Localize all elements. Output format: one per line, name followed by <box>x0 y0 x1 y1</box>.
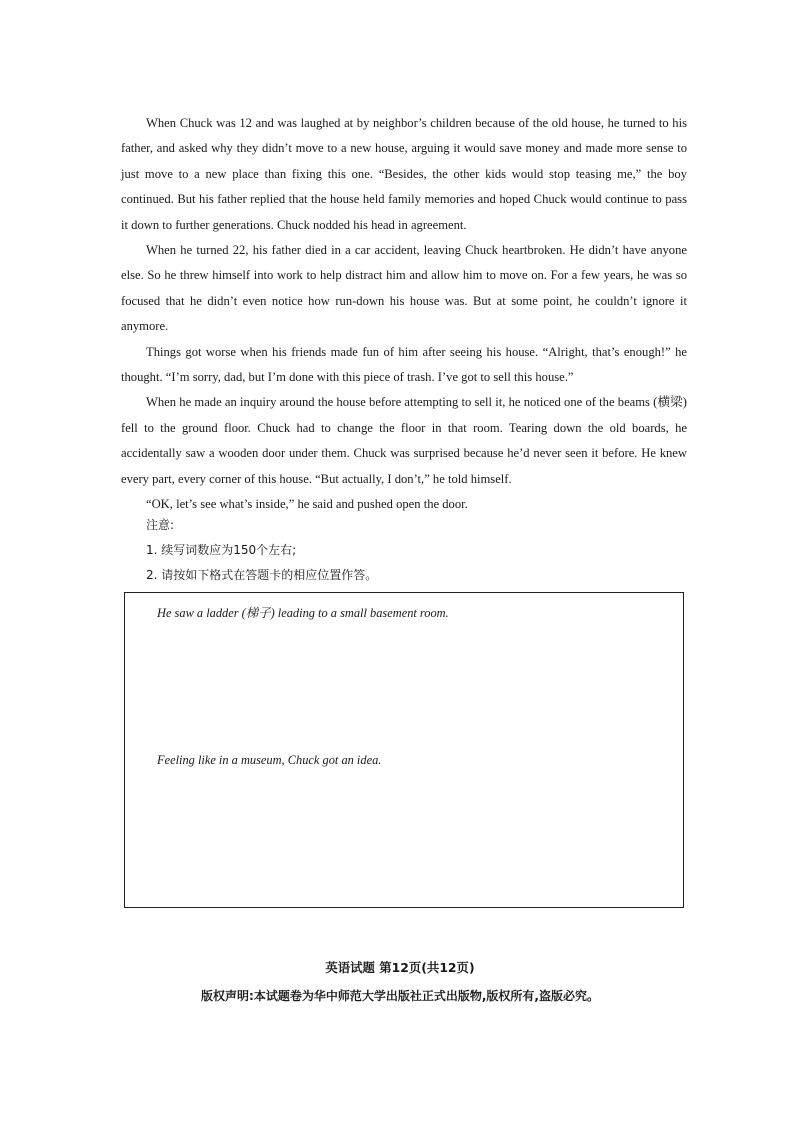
continuation-prompt-1: He saw a ladder (梯子) leading to a small basement room. <box>157 606 449 620</box>
passage-paragraph-2: When he turned 22, his father died in a car accident, leaving Chuck heartbroken. He didn’t have anyone else. So he threw himself into work to help distract him and allow him to move on. For a few years, he was so focused that he didn’t even notice how run-down his house was. But at some point, he couldn’t ignore it anymore. <box>121 243 687 334</box>
passage-paragraph-1: When Chuck was 12 and was laughed at by neighbor’s children because of the old house, he turned to his father, and asked why they didn’t move to a new house, arguing it would save money and made more sense to just move to a new place than fixing this one. “Besides, the other kids would stop teasing me,” the boy continued. But his father replied that the house held family memories and hoped Chuck would continue to pass it down to further generations. Chuck nodded his head in agreement. <box>121 116 687 232</box>
passage-paragraph-4: When he made an inquiry around the house before attempting to sell it, he noticed one of the beams (横梁) fell to the ground floor. Chuck had to change the floor in that room. Tearing down the old boards, he accidentally saw a wooden door under them. Chuck was surprised because he’d never seen it before. He knew every part, every corner of this house. “But actually, I don’t,” he told himself. <box>121 395 687 486</box>
page-number-footer: 英语试题 第12页(共12页) <box>325 960 475 975</box>
notes-item-format: 2. 请按如下格式在答题卡的相应位置作答。 <box>146 568 378 582</box>
instructions-notes <box>146 513 666 588</box>
passage-paragraph-3: Things got worse when his friends made fun of him after seeing his house. “Alright, that’s enough!” he thought. “I’m sorry, dad, but I’m done with this piece of trash. I’ve got to sell this house.” <box>121 344 687 385</box>
passage-paragraph-5: “OK, let’s see what’s inside,” he said and pushed open the door. <box>146 497 468 512</box>
answer-box <box>124 592 684 908</box>
notes-heading: 注意: <box>146 518 175 532</box>
notes-item-word-count: 1. 续写词数应为150个左右; <box>146 543 297 557</box>
continuation-prompt-2: Feeling like in a museum, Chuck got an idea. <box>157 753 382 767</box>
copyright-notice: 版权声明:本试题卷为华中师范大学出版社正式出版物,版权所有,盗版必究。 <box>201 989 599 1003</box>
story-passage <box>121 111 687 518</box>
